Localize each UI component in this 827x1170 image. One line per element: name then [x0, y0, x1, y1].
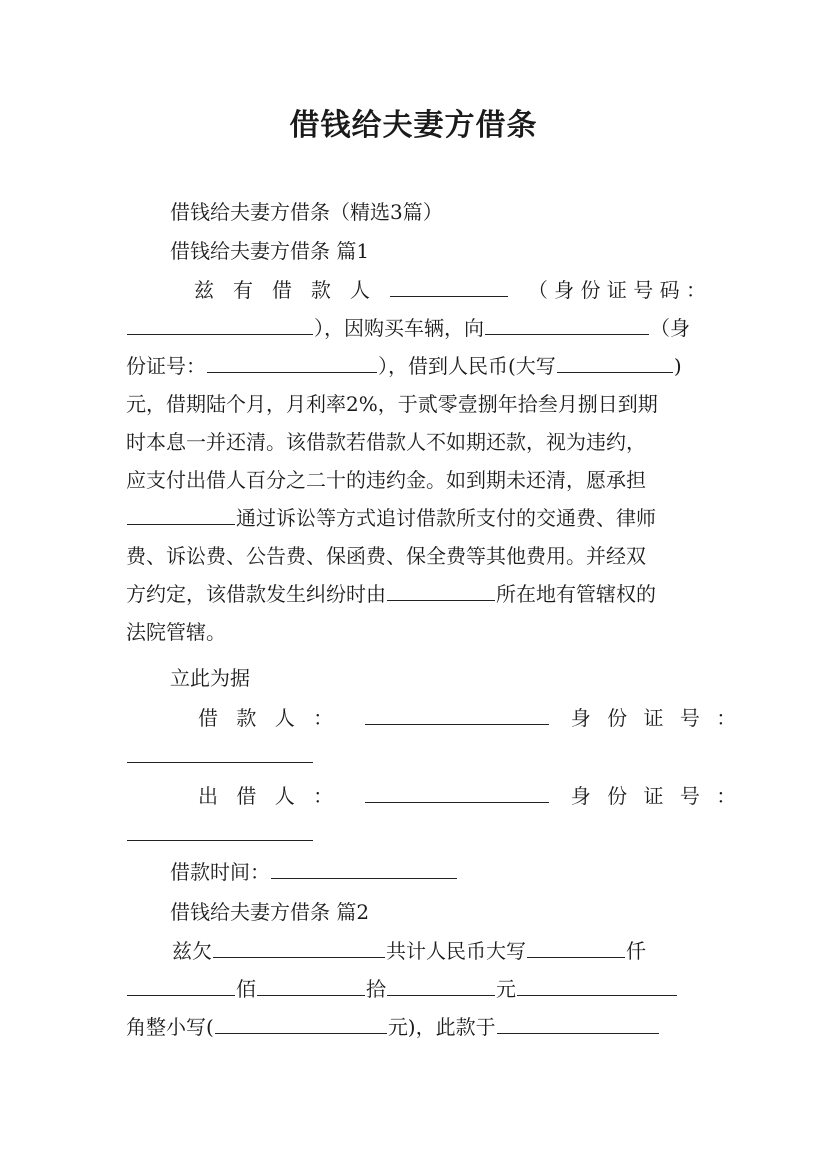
p1-text: 份证号： [126, 354, 206, 378]
borrower-signature-row [198, 704, 742, 732]
p1-line4: 元，借期陆个月，月利率2%，于贰零壹捌年拾叁月捌日到期 [126, 392, 658, 416]
thousands-blank[interactable] [527, 937, 625, 958]
p1-line8: 费、诉讼费、公告费、保函费、保全费等其他费用。并经双 [126, 544, 646, 568]
evidence-line: 立此为据 [170, 666, 250, 690]
lender-id-row [126, 820, 706, 848]
amount-uppercase-blank[interactable] [557, 352, 673, 373]
p2-text: 元)，此款于 [387, 1015, 496, 1039]
document-subtitle: 借钱给夫妻方借条（精选3篇） [170, 200, 443, 224]
document-title: 借钱给夫妻方借条 [289, 108, 538, 143]
p2-line2 [126, 975, 706, 1003]
p2-text: 共计人民币大写 [386, 939, 526, 963]
p1-text: ），因购买车辆，向 [314, 316, 484, 340]
loan-time-label: 借款时间： [170, 860, 270, 884]
p1-line6: 应支付出借人百分之二十的违约金。如到期未还清，愿承担 [126, 468, 646, 492]
p1-char: 借 [271, 278, 292, 302]
lender-label: 出 借 人 ： [198, 784, 340, 808]
responsible-party-blank[interactable] [127, 504, 235, 525]
p2-text: 佰 [236, 977, 256, 1001]
loan-time-blank[interactable] [271, 858, 457, 879]
jurisdiction-blank[interactable] [387, 580, 495, 601]
tens-blank[interactable] [257, 975, 365, 996]
borrower-id-label: 身 份 证 号 ： [570, 706, 742, 730]
loan-time-row [170, 858, 710, 886]
p1-line1 [194, 276, 706, 304]
p2-line1 [172, 937, 706, 965]
p2-text: 角整小写( [126, 1015, 214, 1039]
p1-line10: 法院管辖。 [126, 620, 226, 644]
repayment-date-blank[interactable] [497, 1013, 659, 1034]
p1-text: 所在地有管辖权的 [496, 582, 656, 606]
p2-line3 [126, 1013, 706, 1041]
id-number-blank[interactable] [127, 314, 313, 335]
p1-line9 [126, 580, 706, 608]
p1-text: ) [673, 354, 682, 378]
p2-text: 拾 [366, 977, 386, 1001]
debtor-blank[interactable] [213, 937, 385, 958]
jiao-blank[interactable] [517, 975, 677, 996]
p2-text: 兹欠 [172, 939, 212, 963]
part2-heading: 借钱给夫妻方借条 篇2 [170, 900, 370, 924]
p1-line5: 时本息一并还清。该借款若借款人不如期还款，视为违约， [126, 430, 646, 454]
amount-lowercase-blank[interactable] [215, 1013, 387, 1034]
p1-char: 兹 [194, 278, 214, 302]
p2-text: 元 [496, 977, 516, 1001]
lender-id-blank[interactable] [207, 352, 377, 373]
borrower-id-blank[interactable] [127, 742, 313, 763]
hundreds-blank[interactable] [127, 975, 235, 996]
p1-line2 [126, 314, 706, 342]
id-number-label: （ 身 份 证 号 码 ： [527, 278, 706, 302]
part1-heading: 借钱给夫妻方借条 篇1 [170, 239, 370, 263]
lender-signature-blank[interactable] [365, 782, 549, 803]
lender-id-label: 身 份 证 号 ： [570, 784, 742, 808]
p2-text: 仟 [626, 939, 646, 963]
borrower-id-row [126, 742, 706, 770]
lender-name-blank[interactable] [485, 314, 649, 335]
p1-text: 通过诉讼等方式追讨借款所支付的交通费、律师 [236, 506, 656, 530]
units-blank[interactable] [387, 975, 495, 996]
p1-line3 [126, 352, 706, 380]
p1-line7 [126, 504, 706, 532]
p1-text: （身 [650, 316, 690, 340]
p1-char: 人 [349, 278, 370, 302]
borrower-name-blank[interactable] [390, 276, 508, 297]
p1-text: 方约定，该借款发生纠纷时由 [126, 582, 386, 606]
borrower-label: 借 款 人 ： [198, 706, 340, 730]
p1-char: 款 [310, 278, 331, 302]
lender-signature-row [198, 782, 742, 810]
borrower-signature-blank[interactable] [365, 704, 549, 725]
p1-char: 有 [232, 278, 253, 302]
p1-text: ），借到人民币(大写 [378, 354, 556, 378]
lender-id-blank[interactable] [127, 820, 313, 841]
